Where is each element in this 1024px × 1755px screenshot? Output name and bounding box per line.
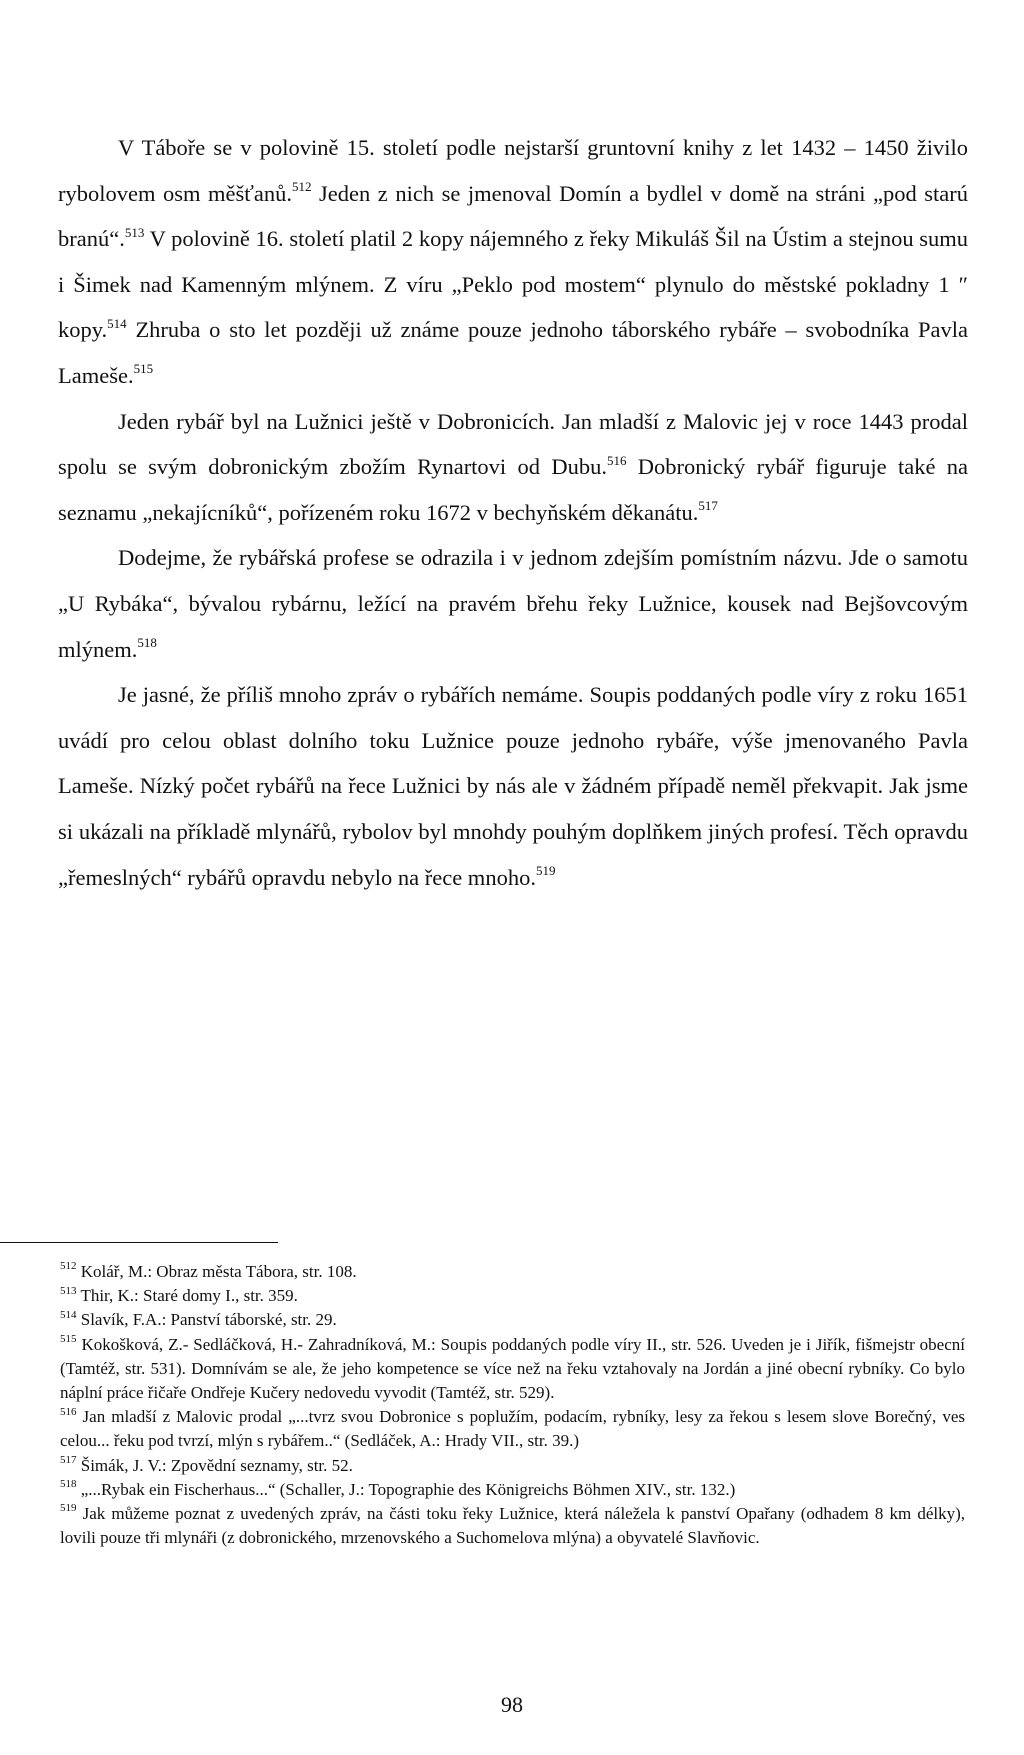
footnote-text: Thir, K.: Staré domy I., str. 359. [76, 1286, 298, 1306]
footnote [60, 1260, 965, 1284]
footnote-number: 518 [60, 1478, 77, 1491]
paragraph-text: Dobronický rybář figuruje také na seznamu „nekajícníků“, pořízeném roku 1672 v bechyňském děkanátu. [58, 454, 968, 525]
main-text [58, 125, 968, 900]
footnote-number: 512 [60, 1260, 77, 1273]
footnote-number: 517 [60, 1453, 77, 1466]
paragraph-3 [58, 535, 968, 672]
paragraph-4 [58, 672, 968, 900]
footnote [60, 1284, 965, 1308]
footnote-number: 515 [60, 1332, 77, 1345]
page-number: 98 [501, 1692, 523, 1717]
footnote-ref: 513 [124, 224, 145, 240]
paragraph-text: V polovině 16. století platil 2 kopy nájemného z řeky Mikuláš Šil na Ústim a stejnou sumu i Šimek nad Kamenným mlýnem. Z víru „Peklo pod mostem“ plynulo do městské pokladny 1 ″ kopy. [58, 226, 968, 343]
footnotes [60, 1260, 965, 1550]
footnote-text: Kolář, M.: Obraz města Tábora, str. 108. [76, 1262, 357, 1281]
paragraph-text: Zhruba o sto let později už známe pouze jednoho táborského rybáře – svobodníka Pavla Lameše. [58, 317, 968, 388]
footnote-ref: 518 [137, 635, 157, 651]
footnote [60, 1478, 965, 1502]
footnote [60, 1308, 965, 1332]
footnote-ref: 512 [292, 179, 312, 195]
footnote-text: Jan mladší z Malovic prodal „...tvrz svou Dobronice s poplužím, podacím, rybníky, lesy za řekou s lesem slove Borečný, ves celou... řeku pod tvrzí, mlýn s rybářem..“ (Sedláček, A.: Hrady VII., str. 39.) [60, 1407, 965, 1451]
paragraph-text: Jeden z nich se jmenoval Domín a bydlel v domě na stráni „pod starú branú“. [58, 180, 968, 252]
footnote-ref: 516 [606, 452, 627, 468]
footnote [60, 1454, 965, 1478]
footnote [60, 1405, 965, 1453]
footnote-text: Kokošková, Z.- Sedláčková, H.- Zahradníková, M.: Soupis poddaných podle víry II., str. 526. Uveden je i Jiřík, fišmejstr obecní (Tamtéž, str. 531). Domnívám se ale, že jeho kompetence se více než na řeku vztahovaly na Jordán a jiné obecní rybníky. Co bylo náplní práce řičaře Ondřeje Kučery nedovedu vyvodit (Tamtéž, str. 529). [60, 1334, 965, 1403]
footnote-text: „...Rybak ein Fischerhaus...“ (Schaller, J.: Topographie des Königreichs Böhmen XIV., str. 132.) [76, 1479, 736, 1499]
footnote-number: 516 [60, 1405, 77, 1418]
paragraph-text: Jeden rybář byl na Lužnici ještě v Dobronicích. Jan mladší z Malovic jej v roce 1443 prodal spolu se svým dobronickým zbožím Rynartovi od Dubu. [58, 408, 968, 480]
footnote-ref: 515 [133, 361, 154, 377]
paragraph-text: V Táboře se v polovině 15. století podle nejstarší gruntovní knihy z let 1432 – 1450 živilo rybolovem osm měšťanů. [58, 135, 968, 206]
footnote-text: Slavík, F.A.: Panství táborské, str. 29. [76, 1310, 337, 1330]
paragraph-2 [58, 399, 968, 536]
footnote-text: Šimák, J. V.: Zpovědní seznamy, str. 52. [76, 1455, 353, 1475]
footnote-ref: 519 [535, 863, 556, 878]
paragraph-text: Dodejme, že rybářská profese se odrazila i v jednom zdejším pomístním názvu. Jde o samotu „U Rybáka“, bývalou rybárnu, ležící na pravém břehu řeky Lužnice, kousek nad Bejšovcovým mlýnem. [58, 545, 968, 662]
footnote-text: Jak můžeme poznat z uvedených zpráv, na části toku řeky Lužnice, která náležela k panství Opařany (odhadem 8 km délky), lovili pouze tři mlynáři (z dobronického, mrzenovského a Suchomelova mlýna) a obyvatelé Slavňovic. [60, 1504, 965, 1548]
footnote [60, 1502, 965, 1550]
paragraph-text: Je jasné, že příliš mnoho zpráv o rybářích nemáme. Soupis poddaných podle víry z roku 1651 uvádí pro celou oblast dolního toku Lužnice pouze jednoho rybáře, výše jmenovaného Pavla Lameše. Nízký počet rybářů na řece Lužnici by nás ale v žádném případě neměl překvapit. Jak jsme si ukázali na příkladě mlynářů, rybolov byl mnohdy pouhým doplňkem jiných profesí. Těch opravdu „řemeslných“ rybářů opravdu nebylo na řece mnoho. [58, 682, 968, 890]
footnote-number: 513 [60, 1284, 77, 1297]
footnote-number: 519 [60, 1502, 77, 1515]
footnote-divider [0, 1242, 278, 1243]
footnote-number: 514 [60, 1308, 77, 1321]
footnote-ref: 514 [107, 315, 127, 331]
paragraph-1 [58, 125, 968, 399]
footnote-ref: 517 [698, 498, 718, 514]
footnote [60, 1333, 965, 1406]
